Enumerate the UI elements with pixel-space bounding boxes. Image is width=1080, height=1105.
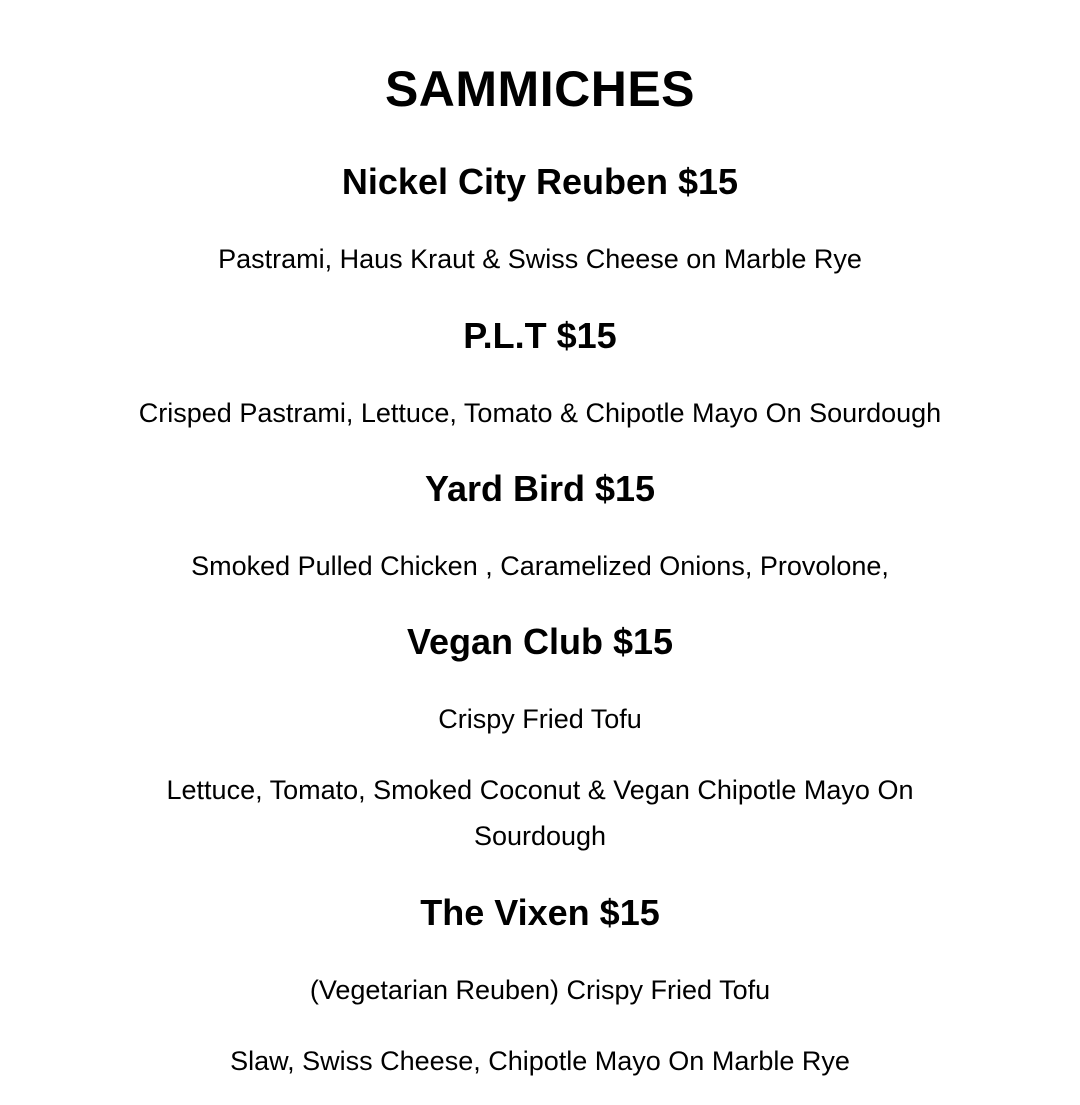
item-description-yard-bird: Smoked Pulled Chicken , Caramelized Onions, Provolone, — [191, 551, 889, 581]
menu-title: SAMMICHES — [384, 61, 696, 117]
item-description-the-vixen: (Vegetarian Reuben) Crispy Fried Tofu — [309, 975, 771, 1005]
item-name-yard-bird: Yard Bird $15 — [424, 468, 656, 509]
item-description-plt: Crisped Pastrami, Lettuce, Tomato & Chipotle Mayo On Sourdough — [138, 398, 942, 428]
item-description-the-vixen-extra: Slaw, Swiss Cheese, Chipotle Mayo On Marble Rye — [230, 1046, 850, 1076]
item-name-the-vixen: The Vixen $15 — [420, 892, 660, 933]
item-name-plt: P.L.T $15 — [463, 315, 617, 356]
item-description-vegan-club-extra: Lettuce, Tomato, Smoked Coconut & Vegan Chipotle Mayo On Sourdough — [166, 775, 914, 851]
item-description-vegan-club: Crispy Fried Tofu — [438, 704, 642, 734]
item-name-vegan-club: Vegan Club $15 — [406, 621, 674, 662]
item-name-nickel-city-reuben: Nickel City Reuben $15 — [341, 161, 739, 202]
item-description-nickel-city-reuben: Pastrami, Haus Kraut & Swiss Cheese on Marble Rye — [218, 244, 862, 274]
